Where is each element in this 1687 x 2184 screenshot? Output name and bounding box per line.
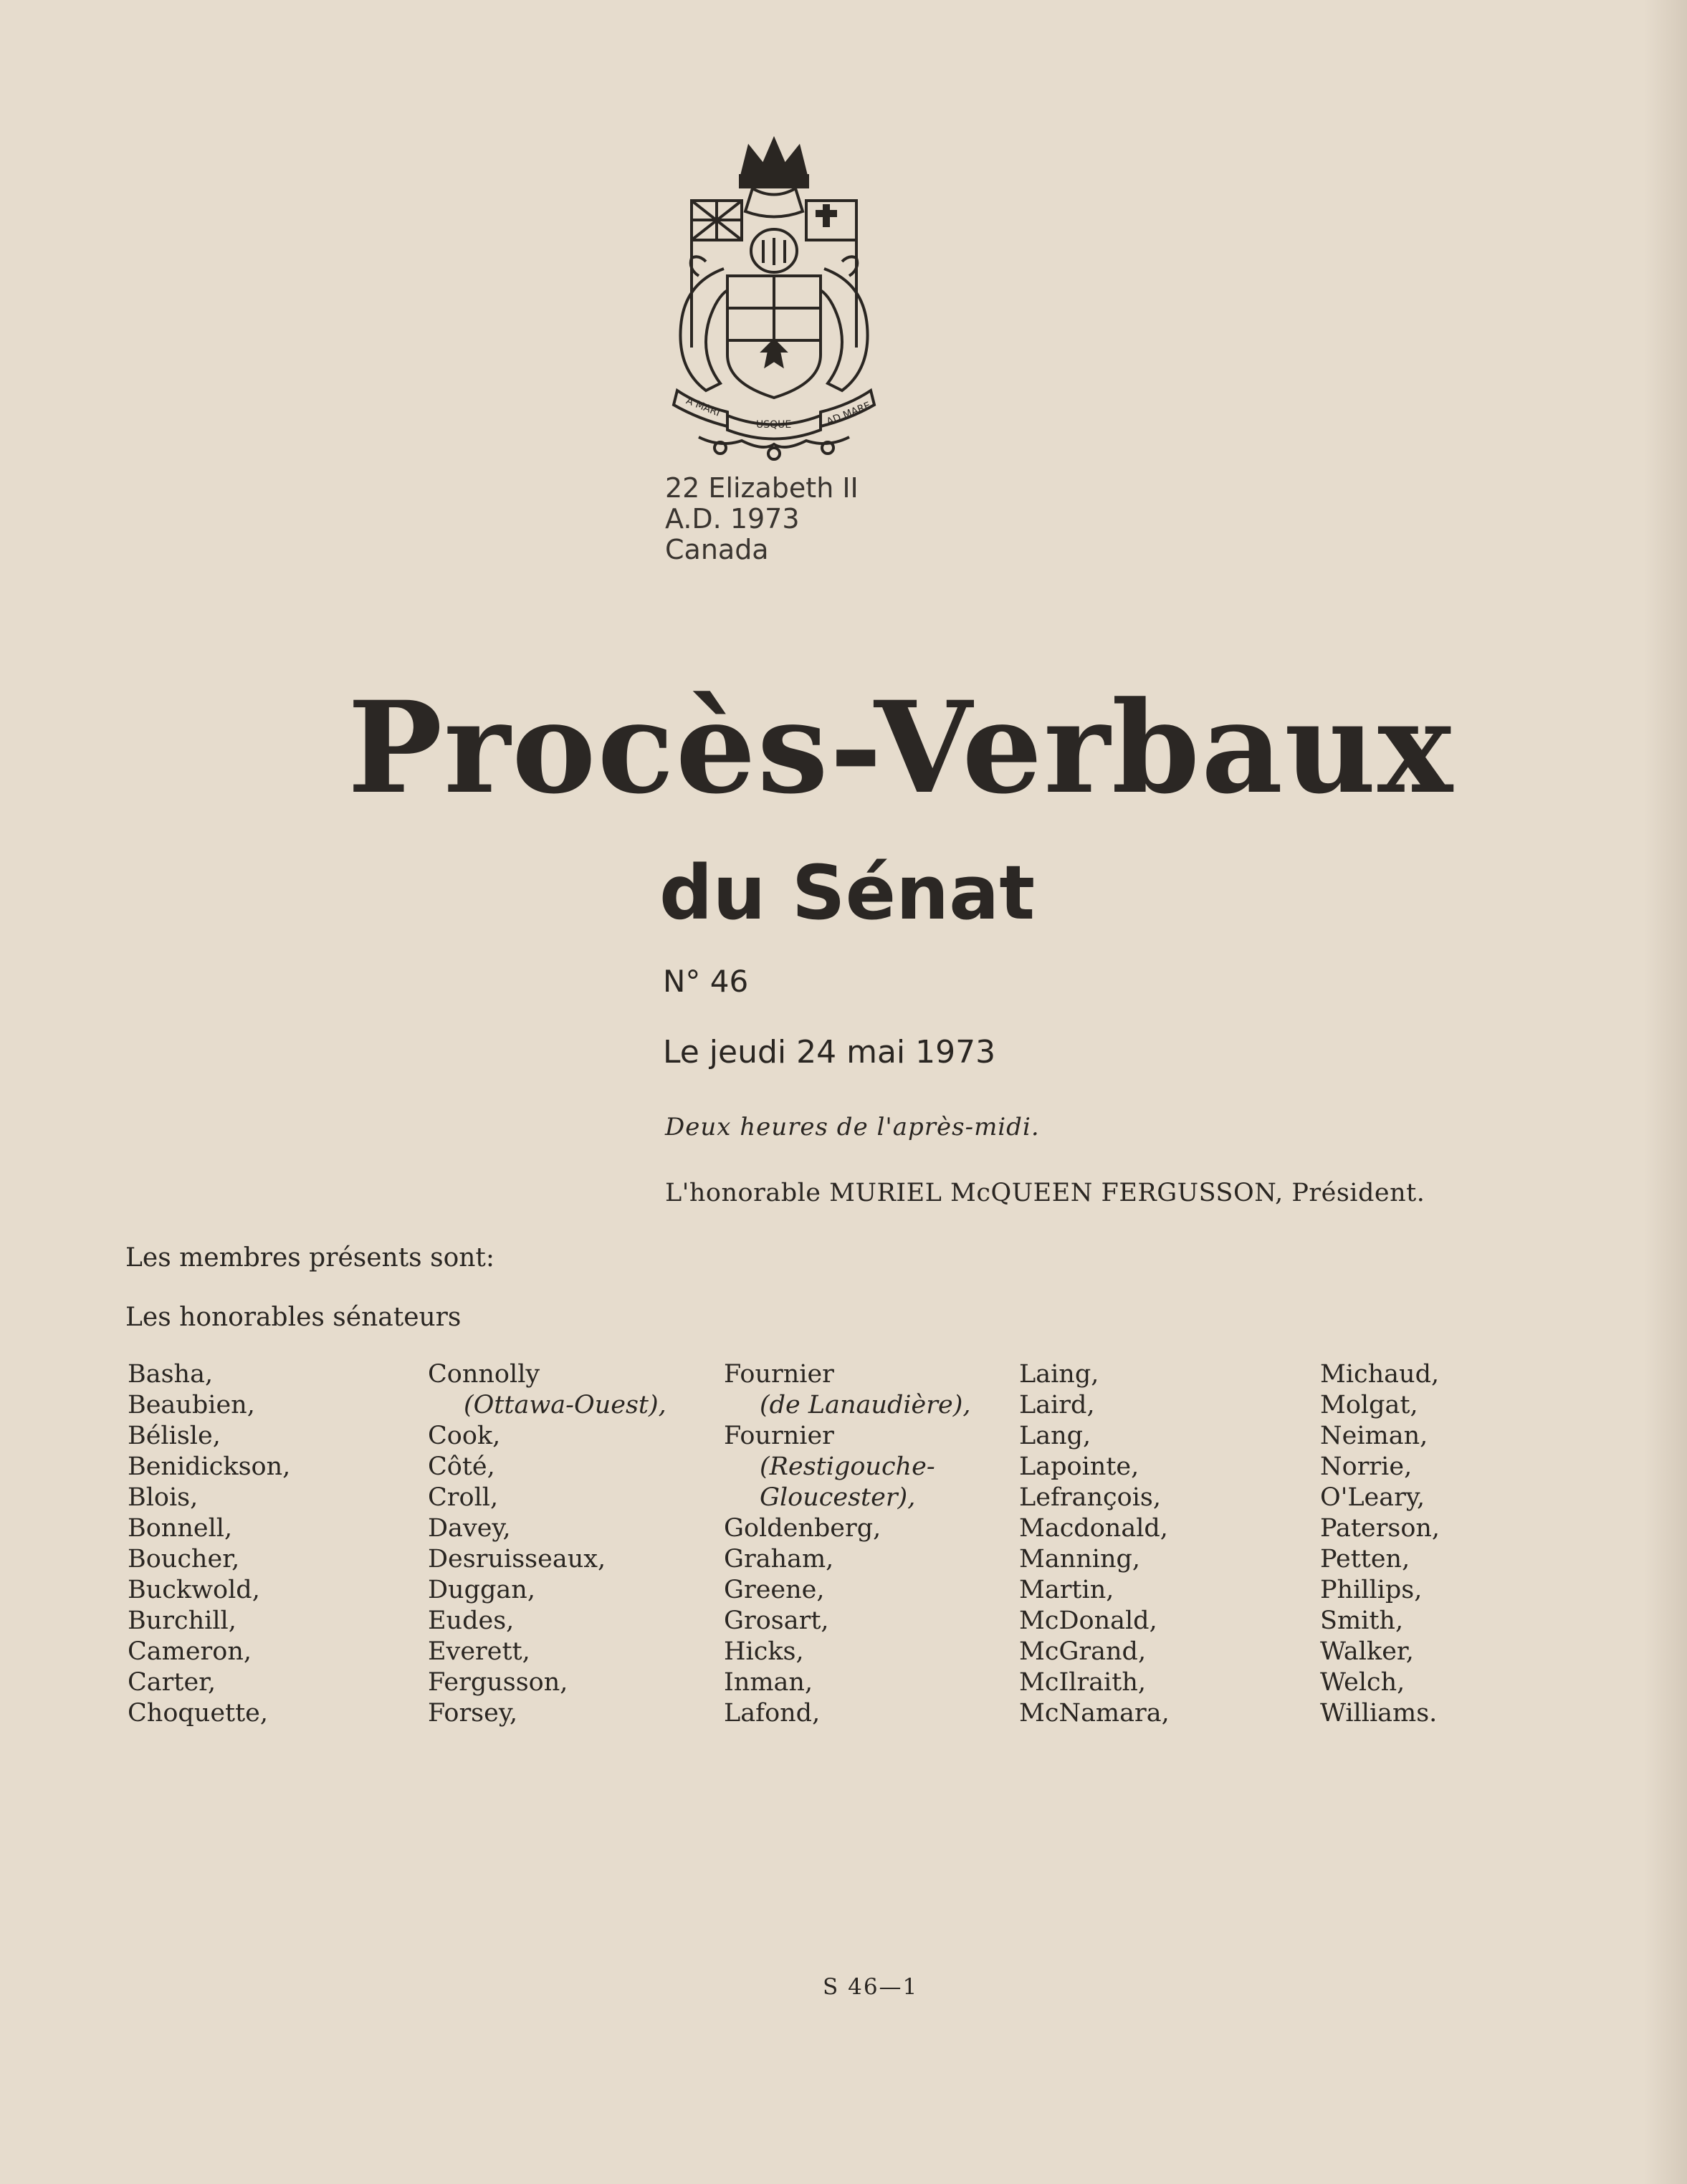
senator-name: Eudes,	[428, 1606, 515, 1635]
regnal-info	[665, 473, 859, 565]
page-edge-shadow	[1644, 0, 1687, 2184]
senator-name: Bélisle,	[128, 1422, 221, 1450]
senator-name: Buckwold,	[128, 1576, 260, 1604]
senator-name: Manning,	[1019, 1545, 1141, 1574]
senator-name: Inman,	[724, 1668, 813, 1697]
senator-name: McIlraith,	[1019, 1668, 1146, 1697]
senator-name: Bonnell,	[128, 1514, 233, 1543]
senator-name: Carter,	[128, 1668, 216, 1697]
senator-riding: (de Lanaudière),	[760, 1391, 971, 1419]
senator-name: Williams.	[1320, 1699, 1438, 1728]
senator-name: Smith,	[1320, 1606, 1404, 1635]
document-subtitle: du Sénat	[659, 849, 1036, 937]
senators-label: Les honorables sénateurs	[125, 1303, 462, 1332]
coat-of-arms-emblem	[656, 133, 892, 462]
senator-column-5	[1320, 1359, 1440, 1729]
members-present-label: Les membres présents sont:	[125, 1243, 495, 1273]
senator-name: Graham,	[724, 1545, 834, 1574]
presiding-officer: L'honorable MURIEL McQUEEN FERGUSSON, Président.	[665, 1179, 1425, 1207]
senator-name: Petten,	[1320, 1545, 1410, 1574]
senator-name: Lefrançois,	[1019, 1483, 1162, 1512]
senator-name: Macdonald,	[1019, 1514, 1168, 1543]
issue-number: N° 46	[663, 964, 749, 999]
senator-name: Duggan,	[428, 1576, 535, 1604]
senator-column-1	[128, 1359, 290, 1729]
senator-name: Fergusson,	[428, 1668, 568, 1697]
senator-name: Walker,	[1320, 1637, 1414, 1666]
senator-name: McNamara,	[1019, 1699, 1170, 1728]
senator-name: Goldenberg,	[724, 1514, 881, 1543]
senator-name: Grosart,	[724, 1606, 829, 1635]
senator-name: Blois,	[128, 1483, 199, 1512]
senator-name: McGrand,	[1019, 1637, 1147, 1666]
crest-motto-center: USQUE	[756, 419, 792, 431]
senator-name: Norrie,	[1320, 1452, 1413, 1481]
document-title: Procès-Verbaux	[348, 674, 1455, 822]
senator-name: Croll,	[428, 1483, 499, 1512]
senator-name: O'Leary,	[1320, 1483, 1425, 1512]
senator-name: Welch,	[1320, 1668, 1405, 1697]
senator-name: Michaud,	[1320, 1360, 1440, 1389]
senator-column-4	[1019, 1359, 1170, 1729]
crest-motto-left: A MARI	[684, 395, 722, 419]
senator-name: Neiman,	[1320, 1422, 1428, 1450]
crest-motto-right: AD MARE	[825, 400, 873, 428]
senator-name: Fournier	[724, 1422, 834, 1450]
senator-riding: (Ottawa-Ouest),	[464, 1391, 666, 1419]
senator-name: Laing,	[1019, 1360, 1099, 1389]
senator-name: Forsey,	[428, 1699, 518, 1728]
senator-name: Lang,	[1019, 1422, 1091, 1450]
regnal-year: 22 Elizabeth II	[665, 472, 859, 504]
senator-name: Beaubien,	[128, 1391, 255, 1419]
senator-name: Côté,	[428, 1452, 495, 1481]
senator-column-3	[724, 1359, 971, 1729]
senator-name: Cameron,	[128, 1637, 252, 1666]
senator-name: Molgat,	[1320, 1391, 1418, 1419]
ad-year: A.D. 1973	[665, 503, 800, 535]
senator-name: Davey,	[428, 1514, 511, 1543]
senator-column-2	[428, 1359, 666, 1729]
senator-name: Everett,	[428, 1637, 530, 1666]
senator-name: Hicks,	[724, 1637, 804, 1666]
senator-name: Lapointe,	[1019, 1452, 1139, 1481]
senator-riding: Gloucester),	[760, 1483, 916, 1512]
senator-name: Lafond,	[724, 1699, 821, 1728]
senator-name: Benidickson,	[128, 1452, 291, 1481]
sitting-time: Deux heures de l'après-midi.	[665, 1113, 1040, 1141]
senator-name: McDonald,	[1019, 1606, 1157, 1635]
senator-name: Basha,	[128, 1360, 214, 1389]
senator-name: Cook,	[428, 1422, 501, 1450]
page-number: S 46—1	[823, 1974, 919, 2000]
senator-name: Desruisseaux,	[428, 1545, 606, 1574]
sitting-date: Le jeudi 24 mai 1973	[663, 1034, 996, 1071]
senator-name: Burchill,	[128, 1606, 236, 1635]
senator-name: Greene,	[724, 1576, 825, 1604]
senator-name: Laird,	[1019, 1391, 1095, 1419]
country: Canada	[665, 534, 769, 565]
senator-riding: (Restigouche-	[760, 1452, 935, 1481]
senator-name: Phillips,	[1320, 1576, 1423, 1604]
senator-name: Connolly	[428, 1360, 540, 1389]
senator-name: Boucher,	[128, 1545, 240, 1574]
senator-name: Paterson,	[1320, 1514, 1440, 1543]
senator-name: Choquette,	[128, 1699, 269, 1728]
senator-name: Fournier	[724, 1360, 834, 1389]
senator-name: Martin,	[1019, 1576, 1114, 1604]
